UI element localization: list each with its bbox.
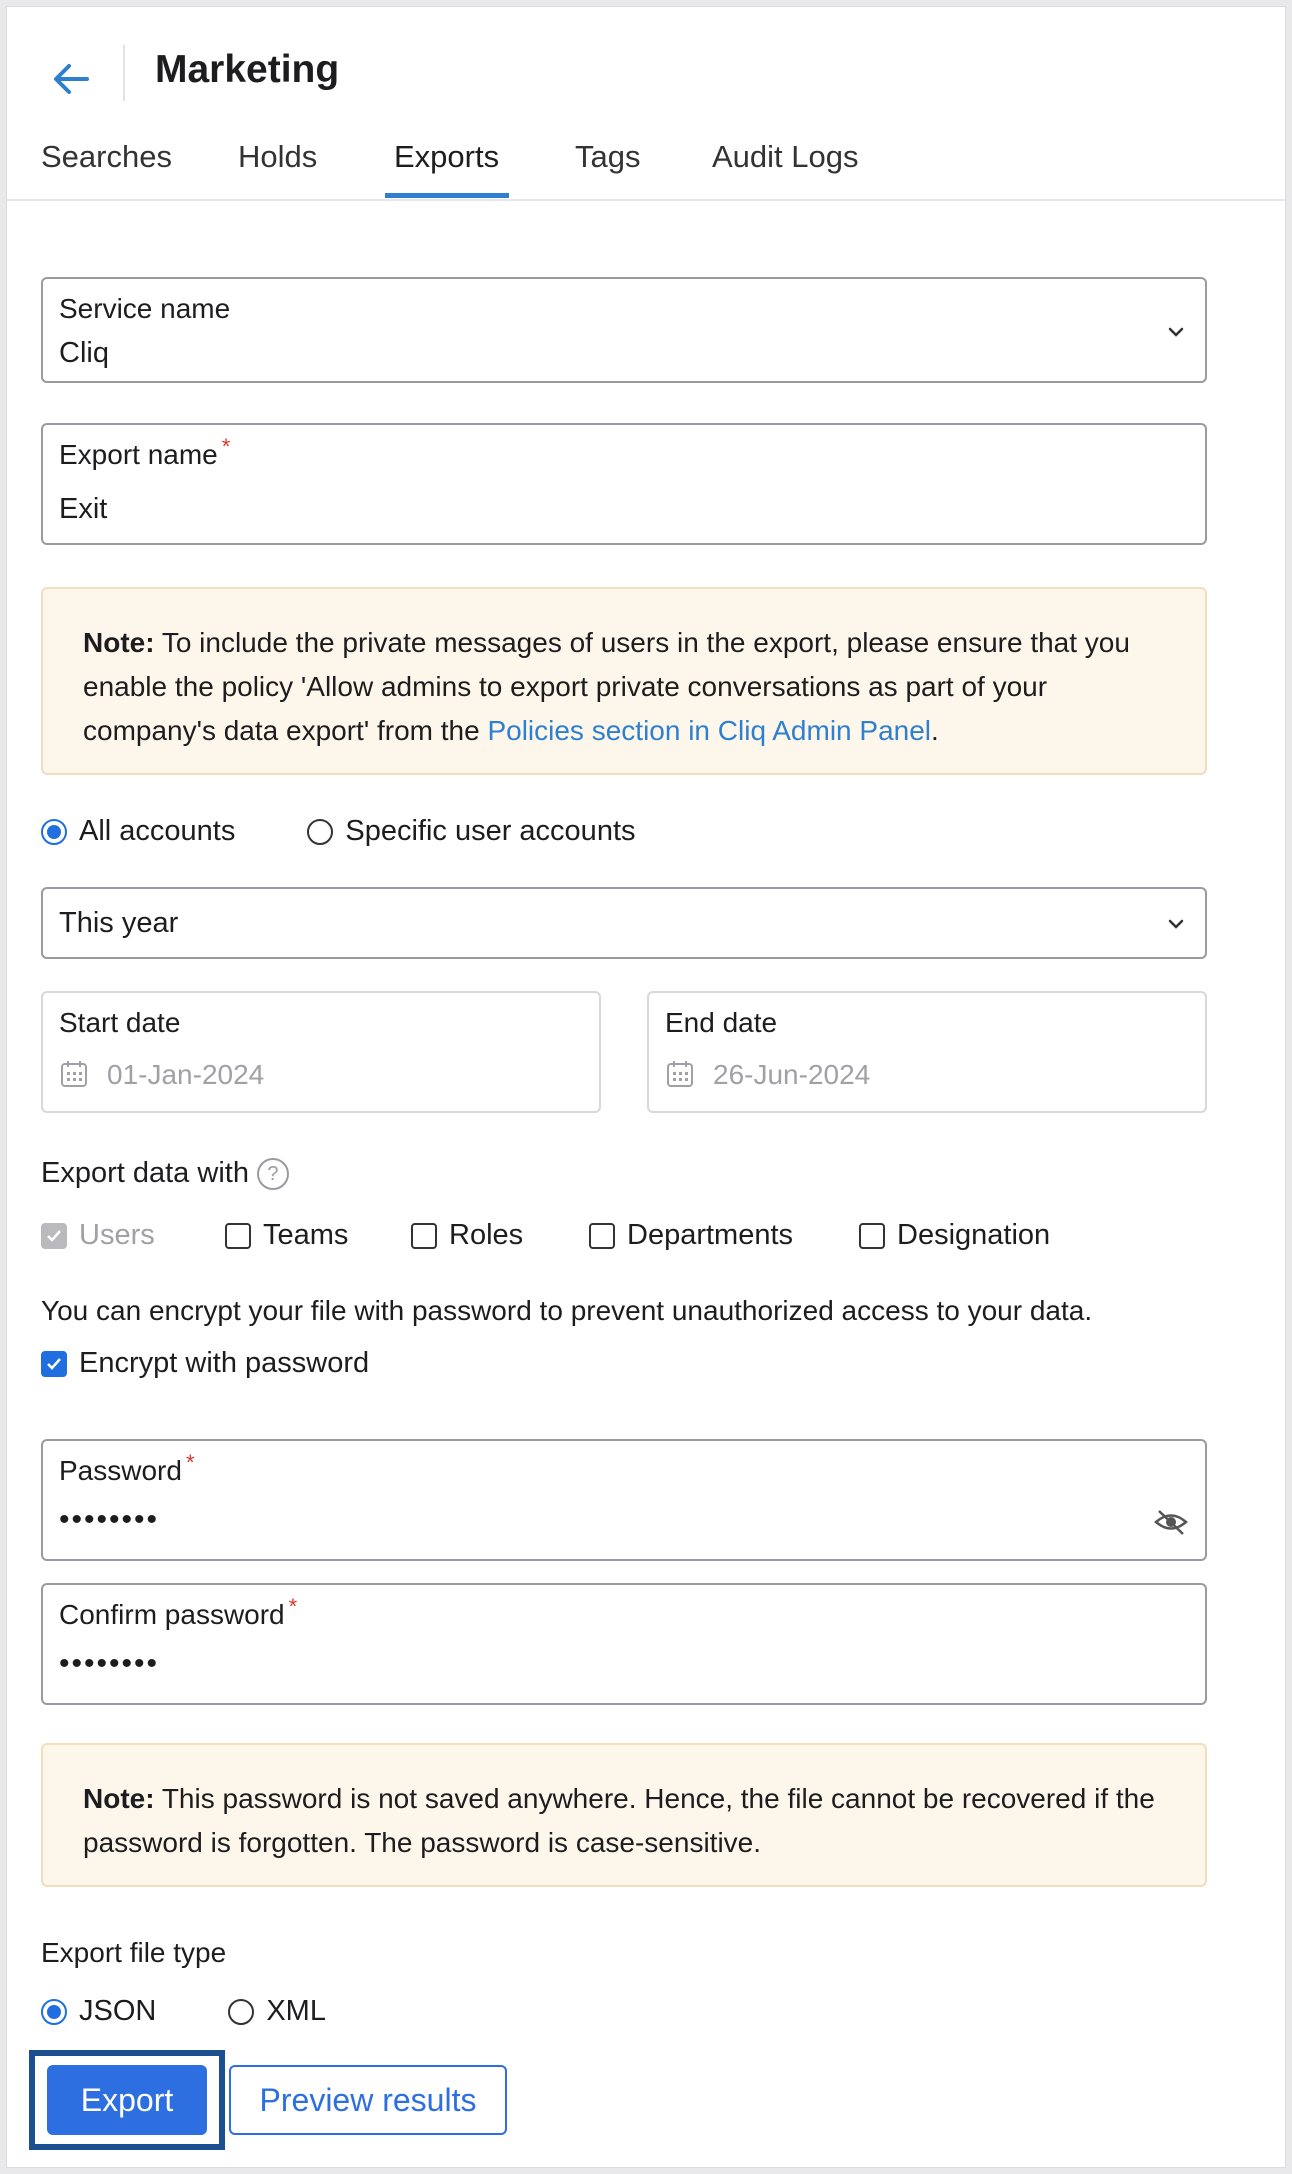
radio-selected <box>41 1999 67 2025</box>
calendar-icon <box>665 1059 695 1089</box>
option-roles[interactable] <box>411 1219 551 1252</box>
xml-label: XML <box>266 1995 326 2027</box>
encrypt-option[interactable] <box>41 1347 369 1380</box>
back-arrow-icon[interactable] <box>47 55 95 103</box>
specific-accounts-label: Specific user accounts <box>345 815 636 847</box>
period-select[interactable] <box>41 887 1207 959</box>
end-date-value: 26-Jun-2024 <box>713 1059 871 1090</box>
note-prefix: Note: <box>83 627 155 658</box>
checkbox-checked <box>41 1351 67 1377</box>
json-option[interactable] <box>41 1995 156 2028</box>
password-value: •••••••• <box>59 1503 160 1536</box>
confirm-password-value: •••••••• <box>59 1647 160 1680</box>
policies-link[interactable]: Policies section in Cliq Admin Panel <box>487 715 932 746</box>
calendar-icon <box>59 1059 89 1089</box>
option-users <box>41 1219 155 1252</box>
option-departments[interactable] <box>589 1219 809 1252</box>
period-value: This year <box>59 907 179 939</box>
account-scope-group <box>41 815 636 848</box>
confirm-password-field[interactable] <box>41 1583 1207 1705</box>
encrypt-label: Encrypt with password <box>79 1347 370 1379</box>
all-accounts-label: All accounts <box>79 815 236 847</box>
designation-label: Designation <box>897 1219 1051 1251</box>
file-type-group <box>41 1995 326 2028</box>
export-name-field[interactable] <box>41 423 1207 545</box>
chevron-down-icon <box>1165 913 1187 935</box>
required-marker: * <box>185 1450 195 1475</box>
help-icon[interactable]: ? <box>257 1158 289 1190</box>
start-date-value: 01-Jan-2024 <box>107 1059 265 1090</box>
export-name-label-wrap <box>59 434 231 471</box>
active-tab-indicator <box>385 193 509 198</box>
xml-option[interactable] <box>228 1995 326 2028</box>
end-date-label: End date <box>665 1007 778 1038</box>
password-label: Password <box>59 1455 182 1486</box>
checkbox-disabled <box>41 1223 67 1249</box>
export-with-options <box>41 1219 1051 1252</box>
confirm-password-label-wrap <box>59 1594 298 1631</box>
file-type-label: Export file type <box>41 1937 227 1968</box>
radio-unselected <box>307 819 333 845</box>
specific-accounts-option[interactable] <box>307 815 635 848</box>
confirm-password-label: Confirm password <box>59 1599 285 1630</box>
page-title: Marketing <box>155 48 340 91</box>
departments-label: Departments <box>627 1219 794 1251</box>
password-label-wrap <box>59 1450 195 1487</box>
roles-label: Roles <box>449 1219 524 1251</box>
teams-label: Teams <box>263 1219 349 1251</box>
note-text: This password is not saved anywhere. Hence, the file cannot be recovered if the password is forgotten. The password is case-sensitive. <box>83 1783 1155 1858</box>
export-panel <box>6 6 1286 2168</box>
export-data-with-label: Export data with <box>41 1157 249 1189</box>
start-date-label: Start date <box>59 1007 181 1038</box>
all-accounts-option[interactable] <box>41 815 235 848</box>
tab-searches[interactable]: Searches <box>41 139 172 174</box>
encrypt-info: You can encrypt your file with password to prevent unauthorized access to your data. <box>41 1295 1093 1326</box>
check-icon <box>45 1227 63 1245</box>
preview-results-button[interactable]: Preview results <box>229 2065 507 2135</box>
tab-holds[interactable]: Holds <box>238 139 318 174</box>
check-icon <box>45 1355 63 1373</box>
service-name-value: Cliq <box>59 337 109 369</box>
eye-hidden-icon[interactable] <box>1153 1507 1189 1537</box>
json-label: JSON <box>79 1995 157 2027</box>
export-button[interactable]: Export <box>47 2065 207 2135</box>
private-messages-note <box>41 587 1207 775</box>
radio-selected <box>41 819 67 845</box>
radio-unselected <box>228 1999 254 2025</box>
end-date-field[interactable] <box>647 991 1207 1113</box>
tab-exports[interactable]: Exports <box>394 139 500 174</box>
tab-tags[interactable]: Tags <box>575 139 641 174</box>
note-text: To include the private messages of users in the export, please ensure that you enable the policy 'Allow admins to export private conversations as part of your company's data export' from the <box>83 627 1130 746</box>
service-name-select[interactable] <box>41 277 1207 383</box>
export-data-with-row <box>41 1157 289 1190</box>
checkbox <box>589 1223 615 1249</box>
password-note <box>41 1743 1207 1887</box>
note-prefix: Note: <box>83 1783 155 1814</box>
export-name-value: Exit <box>59 493 108 525</box>
option-teams[interactable] <box>225 1219 365 1252</box>
tab-bar <box>7 127 1286 201</box>
password-field[interactable] <box>41 1439 1207 1561</box>
chevron-down-icon <box>1165 321 1187 343</box>
required-marker: * <box>221 434 231 459</box>
tab-audit-logs[interactable]: Audit Logs <box>712 139 859 174</box>
export-name-label: Export name <box>59 439 218 470</box>
checkbox <box>225 1223 251 1249</box>
service-name-label: Service name <box>59 293 231 324</box>
start-date-field[interactable] <box>41 991 601 1113</box>
checkbox <box>411 1223 437 1249</box>
option-designation[interactable] <box>859 1219 1079 1252</box>
title-divider <box>123 45 125 101</box>
checkbox <box>859 1223 885 1249</box>
users-label: Users <box>79 1219 155 1251</box>
required-marker: * <box>288 1594 298 1619</box>
note-suffix: . <box>931 715 939 746</box>
